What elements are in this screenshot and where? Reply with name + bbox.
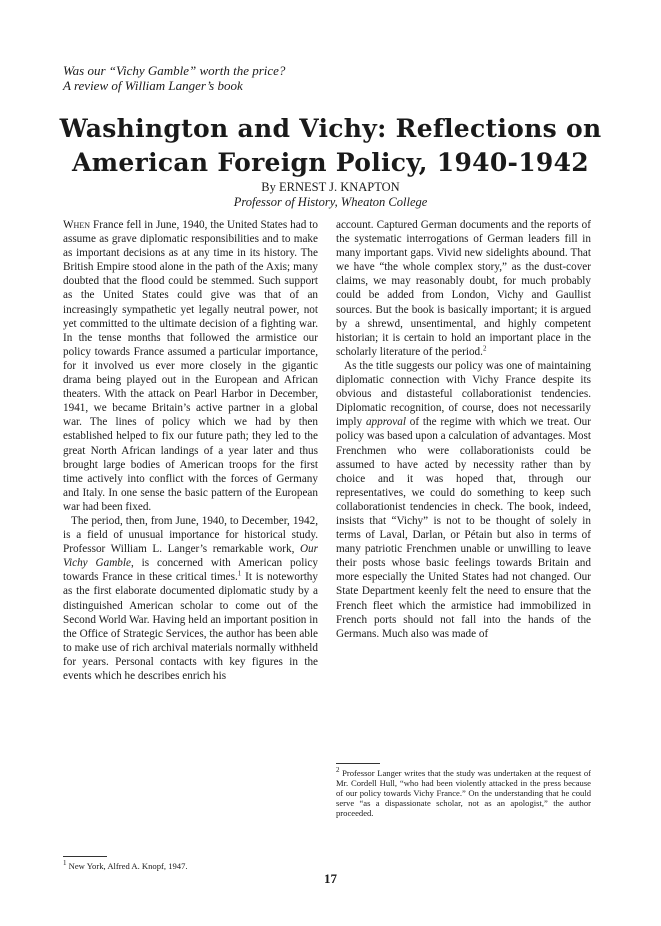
- article-title: [0, 112, 661, 180]
- author-byline: By ERNEST J. KNAPTON: [261, 180, 400, 194]
- drop-word: When: [63, 219, 91, 231]
- title-line-2: American Foreign Policy, 1940-1942: [71, 148, 589, 177]
- title-line-1: Washington and Vichy: Reflections on: [59, 114, 602, 143]
- article-kicker: [63, 63, 623, 93]
- footnote-1: [63, 861, 318, 871]
- right-column: [336, 218, 591, 641]
- author-affiliation: Professor of History, Wheaton College: [233, 195, 428, 209]
- kicker-line-2: A review of William Langer’s book: [63, 78, 243, 93]
- left-paragraph-1: [63, 218, 318, 514]
- footnote-2-number: 2: [336, 766, 340, 775]
- footnote-1-text: New York, Alfred A. Knopf, 1947.: [66, 861, 188, 871]
- page-number: 17: [324, 871, 337, 886]
- right-paragraph-1: [336, 218, 591, 359]
- footnote-rule: [63, 856, 107, 857]
- footnote-1-number: 1: [63, 859, 67, 868]
- left-footnotes: [63, 850, 318, 871]
- footnote-rule: [336, 763, 380, 764]
- right-paragraph-2-text-b: of the regime with which we treat. Our policy was based upon a calculation of advantages. Most Frenchmen who were collaborationists could be assumed to have acted by necessity rather than by choice and it was hoped that, through our representatives, we could do something to keep such collaborationist tendencies in check. The book, indeed, insists that “Vichy” is not to be thought of solely in terms of Laval, Darlan, or Pétain but also in terms of many patriotic Frenchmen unable or unwilling to leave their posts whose basic feelings towards Britain and more especially the United States had not changed. Our State Department keenly felt the need to ensure that the French fleet which the armistice had immobilized in French ports should not fall into the hands of the Germans. Much also was made of: [336, 416, 591, 640]
- footnote-2: [336, 768, 591, 818]
- left-paragraph-2-text-b: , is concerned with American policy towards France in these critical times.: [63, 557, 318, 584]
- footnote-ref-2: 2: [482, 344, 487, 353]
- right-footnotes: [336, 757, 591, 818]
- kicker-line-1: Was our “Vichy Gamble” worth the price?: [63, 63, 286, 78]
- left-paragraph-2-text-c: It is noteworthy as the first elaborate documented diplomatic study by a distinguished American scholar to come out of the Second World War. Having held an important position in the Office of Strategic Services, the author has been able to make use of rich archival materials normally withheld for years. Personal contacts with key figures in the events which he describes enrich his: [63, 571, 318, 682]
- left-column: [63, 218, 318, 683]
- left-paragraph-2: [63, 514, 318, 683]
- footnote-ref-1: 1: [237, 569, 242, 578]
- right-paragraph-2-text-a: As the title suggests our policy was one of maintaining diplomatic connection with Vichy France despite its obvious and distasteful collaborationist tendencies. Diplomatic recognition, of course, does not necessarily imply: [336, 359, 591, 429]
- left-paragraph-2-text-a: The period, then, from June, 1940, to December, 1942, is a field of unusual importance for historical study. Professor William L. Langer’s remarkable work,: [63, 514, 318, 556]
- right-paragraph-1-text: account. Captured German documents and the reports of the systematic interrogations of German leaders fill in many important gaps. Vivid new sidelights abound. That we have “the whole complex story,” as the dust-cover claims, we may reasonably doubt, for much probably could be added from London, Vichy and Gaullist sources. But the book is basically important; it is argued by a shrewd, unsentimental, and highly competent historian; it is certain to hold an important place in the scholarly literature of the period.: [336, 219, 591, 358]
- emphasis-approval: approval: [365, 416, 406, 429]
- left-paragraph-1-text: France fell in June, 1940, the United States had to assume as grave diplomatic responsibilities and to make as important decisions as at any time in its history. The British Empire stood alone in the path of the Axis; many doubted that the flood could be stemmed. Such support as the United States could give was that of an increasingly sympathetic yet legally neutral power, not yet committed to the ultimate decision of a fighting war. In the tense months that followed the armistice our policy towards France assumed a particular importance, for it involved us ever more closely in the gigantic drama being played out in the European and African theaters. With the attack on Pearl Harbor in December, 1941, we became Britain’s active partner in a global war. The lines of policy which we had by then established helped to fix our future path; they led to the great North African landings of a year later and thus brought large bodies of American troops for the first time actively into conflict with the forces of Germany and Italy. In one sense the basic pattern of the European war had been fixed.: [63, 219, 318, 513]
- book-title: Our Vichy Gamble: [63, 543, 318, 570]
- right-paragraph-2: [336, 359, 591, 641]
- footnote-2-text: Professor Langer writes that the study was undertaken at the request of Mr. Cordell Hull, “who had been violently attacked in the press because of our policy towards Vichy France.” On the understanding that he could serve “as a dispassionate scholar, not as an apologist,” the author proceeded.: [336, 768, 591, 818]
